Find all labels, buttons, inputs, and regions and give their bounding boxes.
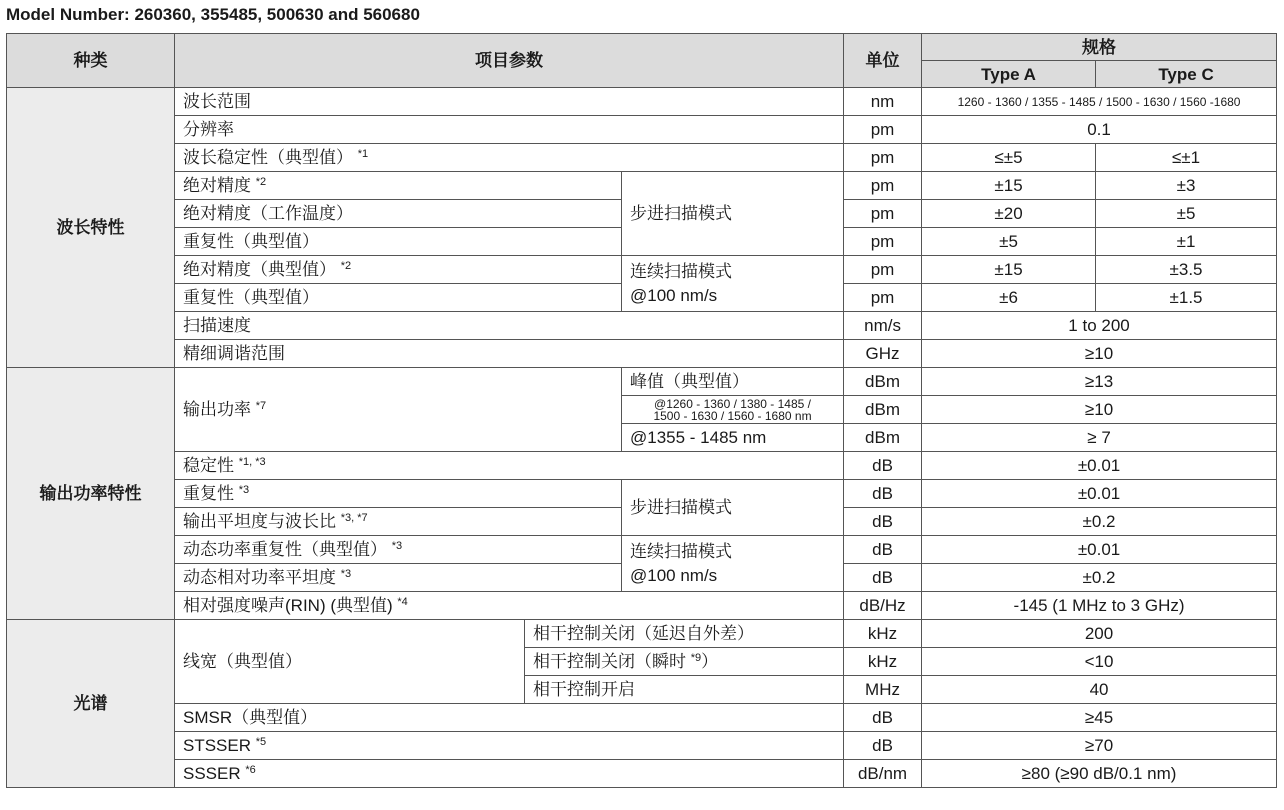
condition-cell: 相干控制关闭（延迟自外差） (525, 620, 844, 648)
param-name: 绝对精度（工作温度） (175, 200, 622, 228)
value-a: ≤±5 (922, 144, 1096, 172)
condition-cell: @1260 - 1360 / 1380 - 1485 / 1500 - 1630 / 1560 - 1680 nm (622, 396, 844, 424)
param-name: 精细调谐范围 (175, 340, 844, 368)
unit-cell: dB (844, 564, 922, 592)
value-a: ±20 (922, 200, 1096, 228)
param-name: 分辨率 (175, 116, 844, 144)
footnote-mark: *9 (690, 652, 702, 664)
value-cell: <10 (922, 648, 1277, 676)
header-spec: 规格 (922, 34, 1277, 61)
unit-cell: kHz (844, 648, 922, 676)
param-name: SMSR（典型值） (175, 704, 844, 732)
mode-step-scan: 步进扫描模式 (622, 480, 844, 536)
unit-cell: pm (844, 144, 922, 172)
unit-cell: dBm (844, 424, 922, 452)
param-name: 重复性（典型值） (175, 284, 622, 312)
value-cell: ≥13 (922, 368, 1277, 396)
value-c: ±5 (1096, 200, 1277, 228)
param-name: 输出平坦度与波长比 $^{*3, *7}$ (175, 508, 622, 536)
table-row (7, 368, 1277, 396)
footnote-mark: *3, *7 (340, 512, 368, 524)
value-cell: 0.1 (922, 116, 1277, 144)
value-cell: 200 (922, 620, 1277, 648)
value-cell: ≥10 (922, 340, 1277, 368)
unit-cell: dB (844, 704, 922, 732)
spec-table (6, 33, 1277, 788)
table-row (7, 620, 1277, 648)
value-a: ±6 (922, 284, 1096, 312)
unit-cell: pm (844, 116, 922, 144)
unit-cell: pm (844, 228, 922, 256)
param-name-linewidth: 线宽（典型值） (175, 620, 525, 704)
mode-continuous-scan: 连续扫描模式 @100 nm/s (622, 256, 844, 312)
unit-cell: dB/Hz (844, 592, 922, 620)
table-row (7, 172, 1277, 200)
value-cell: ≥80 (≥90 dB/0.1 nm) (922, 760, 1277, 788)
unit-cell: MHz (844, 676, 922, 704)
unit-cell: pm (844, 172, 922, 200)
footnote-mark: *2 (340, 260, 352, 272)
value-c: ±3 (1096, 172, 1277, 200)
table-row (7, 144, 1277, 172)
value-c: ±1.5 (1096, 284, 1277, 312)
footnote-mark: *2 (255, 176, 267, 188)
value-a: ±15 (922, 256, 1096, 284)
unit-cell: pm (844, 256, 922, 284)
mode-step-scan: 步进扫描模式 (622, 172, 844, 256)
mode-continuous-scan: 连续扫描模式 @100 nm/s (622, 536, 844, 592)
footnote-mark: *1 (357, 148, 369, 160)
footnote-mark: *6 (245, 764, 256, 776)
unit-cell: kHz (844, 620, 922, 648)
footnote-mark: *7 (255, 400, 267, 412)
value-c: ±1 (1096, 228, 1277, 256)
category-spectrum: 光谱 (7, 620, 175, 788)
param-name: 动态相对功率平坦度 $^{*3}$ (175, 564, 622, 592)
unit-cell: dBm (844, 396, 922, 424)
value-cell: ±0.2 (922, 508, 1277, 536)
condition-cell: 相干控制开启 (525, 676, 844, 704)
value-cell: ±0.01 (922, 536, 1277, 564)
table-row (7, 536, 1277, 564)
header-unit: 单位 (844, 34, 922, 88)
value-cell: 1260 - 1360 / 1355 - 1485 / 1500 - 1630 / 1560 -1680 (922, 88, 1277, 116)
table-row (7, 592, 1277, 620)
unit-cell: GHz (844, 340, 922, 368)
value-cell: ≥45 (922, 704, 1277, 732)
table-row (7, 452, 1277, 480)
footnote-mark: *3 (238, 484, 250, 496)
table-row (7, 340, 1277, 368)
value-cell: ≥10 (922, 396, 1277, 424)
param-name: 重复性（典型值） (175, 228, 622, 256)
value-cell: ≥70 (922, 732, 1277, 760)
footnote-mark: *3 (391, 540, 403, 552)
table-row (7, 312, 1277, 340)
unit-cell: pm (844, 284, 922, 312)
unit-cell: dB (844, 452, 922, 480)
table-row (7, 732, 1277, 760)
unit-cell: pm (844, 200, 922, 228)
footnote-mark: *1, *3 (238, 456, 266, 468)
value-c: ≤±1 (1096, 144, 1277, 172)
param-name-output-power: 输出功率 $^{*7}$ (175, 368, 622, 452)
condition-cell: 相干控制关闭（瞬时 $^{*9}$） (525, 648, 844, 676)
header-type-a: Type A (922, 61, 1096, 88)
value-cell: 40 (922, 676, 1277, 704)
category-output-power: 输出功率特性 (7, 368, 175, 620)
param-name: 绝对精度（典型值） $^{*2}$ (175, 256, 622, 284)
param-name: 波长范围 (175, 88, 844, 116)
table-row (7, 760, 1277, 788)
unit-cell: dBm (844, 368, 922, 396)
unit-cell: dB (844, 536, 922, 564)
value-cell: ±0.01 (922, 480, 1277, 508)
param-name: 动态功率重复性（典型值） $^{*3}$ (175, 536, 622, 564)
footnote-mark: *3 (340, 568, 352, 580)
value-cell: ±0.01 (922, 452, 1277, 480)
unit-cell: nm/s (844, 312, 922, 340)
model-number-title: Model Number: 260360, 355485, 500630 and 560680 (6, 5, 420, 24)
value-cell: -145 (1 MHz to 3 GHz) (922, 592, 1277, 620)
value-cell: ≥ 7 (922, 424, 1277, 452)
param-name: 重复性 $^{*3}$ (175, 480, 622, 508)
unit-cell: dB/nm (844, 760, 922, 788)
unit-cell: dB (844, 732, 922, 760)
condition-cell: 峰值（典型值） (622, 368, 844, 396)
table-row (7, 480, 1277, 508)
unit-cell: dB (844, 480, 922, 508)
unit-cell: nm (844, 88, 922, 116)
footnote-mark: *5 (255, 736, 267, 748)
param-name: SSSER $^{*6}$ (175, 760, 844, 788)
value-a: ±15 (922, 172, 1096, 200)
category-wavelength: 波长特性 (7, 88, 175, 368)
header-parameter: 项目参数 (175, 34, 844, 88)
value-c: ±3.5 (1096, 256, 1277, 284)
value-cell: ±0.2 (922, 564, 1277, 592)
value-cell: 1 to 200 (922, 312, 1277, 340)
table-row (7, 116, 1277, 144)
param-name: 绝对精度 $^{*2}$ (175, 172, 622, 200)
table-row (7, 704, 1277, 732)
header-category: 种类 (7, 34, 175, 88)
header-type-c: Type C (1096, 61, 1277, 88)
table-row (7, 88, 1277, 116)
param-name: 波长稳定性（典型值） $^{*1}$ (175, 144, 844, 172)
param-name: 稳定性 $^{*1, *3}$ (175, 452, 844, 480)
condition-cell: @1355 - 1485 nm (622, 424, 844, 452)
unit-cell: dB (844, 508, 922, 536)
footnote-mark: *4 (397, 596, 408, 608)
table-row (7, 256, 1277, 284)
param-name: STSSER $^{*5}$ (175, 732, 844, 760)
param-name: 相对强度噪声(RIN) (典型值) $^{*4}$ (175, 592, 844, 620)
value-a: ±5 (922, 228, 1096, 256)
param-name: 扫描速度 (175, 312, 844, 340)
